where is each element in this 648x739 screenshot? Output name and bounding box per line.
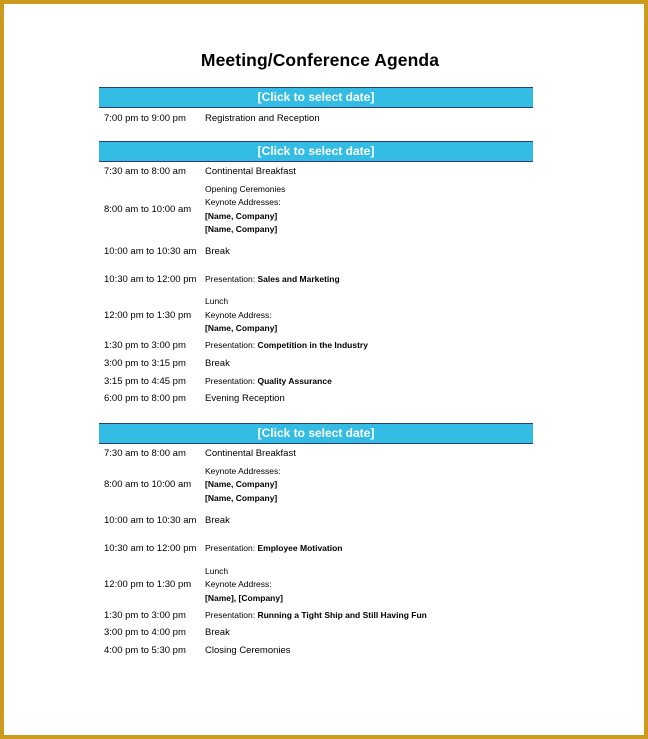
time-slot: 12:00 pm to 1:30 pm — [104, 309, 192, 321]
speaker-name: [Name, Company] — [205, 224, 278, 234]
session-label: Presentation: — [205, 609, 256, 620]
time-slot: 10:00 am to 10:30 am — [104, 514, 197, 526]
time-slot: 7:30 am to 8:00 am — [104, 448, 186, 459]
speaker-name: [Name], [Company] — [205, 592, 283, 603]
speaker-name: [Name, Company] — [205, 323, 278, 334]
session-title: Quality Assurance — [257, 375, 332, 386]
session-label: Presentation: — [205, 375, 256, 386]
speaker-name: [Name, Company] — [205, 479, 278, 490]
session-label: Presentation: — [205, 340, 256, 351]
day-3-section — [99, 423, 533, 659]
day-1-section — [99, 87, 533, 130]
time-slot: 1:30 pm to 3:00 pm — [104, 340, 186, 351]
session-title: Break — [205, 358, 230, 370]
time-slot: 1:30 pm to 3:00 pm — [104, 609, 186, 621]
session-title: Continental Breakfast — [205, 448, 296, 460]
speaker-name: [Name, Company] — [205, 210, 278, 221]
day-2-section — [99, 141, 533, 408]
time-slot: 4:00 pm to 5:30 pm — [104, 644, 186, 656]
session-title: Opening Ceremonies — [205, 183, 286, 194]
agenda-row — [99, 444, 533, 464]
agenda-row — [99, 535, 533, 563]
session-label: Presentation: — [205, 543, 256, 554]
session-title: Competition in the Industry — [257, 340, 368, 351]
session-subtitle: Keynote Address: — [205, 579, 272, 590]
time-slot: 3:00 pm to 3:15 pm — [104, 358, 186, 369]
agenda-row — [99, 237, 533, 266]
session-label: Presentation: — [205, 274, 256, 285]
time-slot: 7:30 am to 8:00 am — [104, 166, 186, 177]
session-title: Break — [205, 627, 230, 639]
agenda-row — [99, 294, 533, 337]
time-slot: 10:30 am to 12:00 pm — [104, 274, 197, 285]
agenda-row — [99, 563, 533, 607]
time-slot: 3:00 pm to 4:00 pm — [104, 627, 186, 638]
session-title: Lunch — [205, 296, 229, 307]
time-slot: 12:00 pm to 1:30 pm — [104, 579, 192, 590]
date-picker-day-3[interactable]: [Click to select date] — [99, 423, 533, 444]
time-slot: 3:15 pm to 4:45 pm — [104, 375, 186, 387]
agenda-row — [99, 108, 533, 130]
agenda-row — [99, 464, 533, 506]
time-slot: 10:30 am to 12:00 pm — [104, 543, 197, 554]
session-title: Running a Tight Ship and Still Having Fun — [257, 609, 427, 620]
session-title: Registration and Reception — [205, 113, 320, 125]
agenda-row — [99, 642, 533, 659]
session-title: Employee Motivation — [257, 543, 343, 554]
session-title: Break — [205, 245, 230, 257]
time-slot: 7:00 pm to 9:00 pm — [104, 113, 186, 124]
session-title: Break — [205, 514, 230, 526]
agenda-row — [99, 390, 533, 408]
session-title: Sales and Marketing — [257, 274, 340, 285]
agenda-row — [99, 337, 533, 355]
agenda-row — [99, 182, 533, 237]
date-picker-day-2[interactable]: [Click to select date] — [99, 141, 533, 162]
session-title: Continental Breakfast — [205, 166, 296, 178]
agenda-row — [99, 355, 533, 373]
agenda-row — [99, 266, 533, 294]
session-title: Keynote Addresses: — [205, 465, 281, 476]
time-slot: 8:00 am to 10:00 am — [104, 203, 192, 215]
time-slot: 10:00 am to 10:30 am — [104, 245, 197, 257]
agenda-row — [99, 607, 533, 624]
session-title: Closing Ceremonies — [205, 644, 291, 656]
speaker-name: [Name, Company] — [205, 492, 278, 503]
agenda-row — [99, 162, 533, 182]
page-title: Meeting/Conference Agenda — [200, 50, 440, 70]
date-picker-day-1[interactable]: [Click to select date] — [99, 87, 533, 108]
session-title: Lunch — [205, 565, 229, 576]
session-subtitle: Keynote Address: — [205, 309, 272, 320]
agenda-row — [99, 506, 533, 535]
session-subtitle: Keynote Addresses: — [205, 197, 281, 207]
agenda-row — [99, 373, 533, 390]
session-title: Evening Reception — [205, 393, 285, 405]
agenda-row — [99, 624, 533, 642]
time-slot: 6:00 pm to 8:00 pm — [104, 393, 186, 404]
time-slot: 8:00 am to 10:00 am — [104, 479, 192, 490]
